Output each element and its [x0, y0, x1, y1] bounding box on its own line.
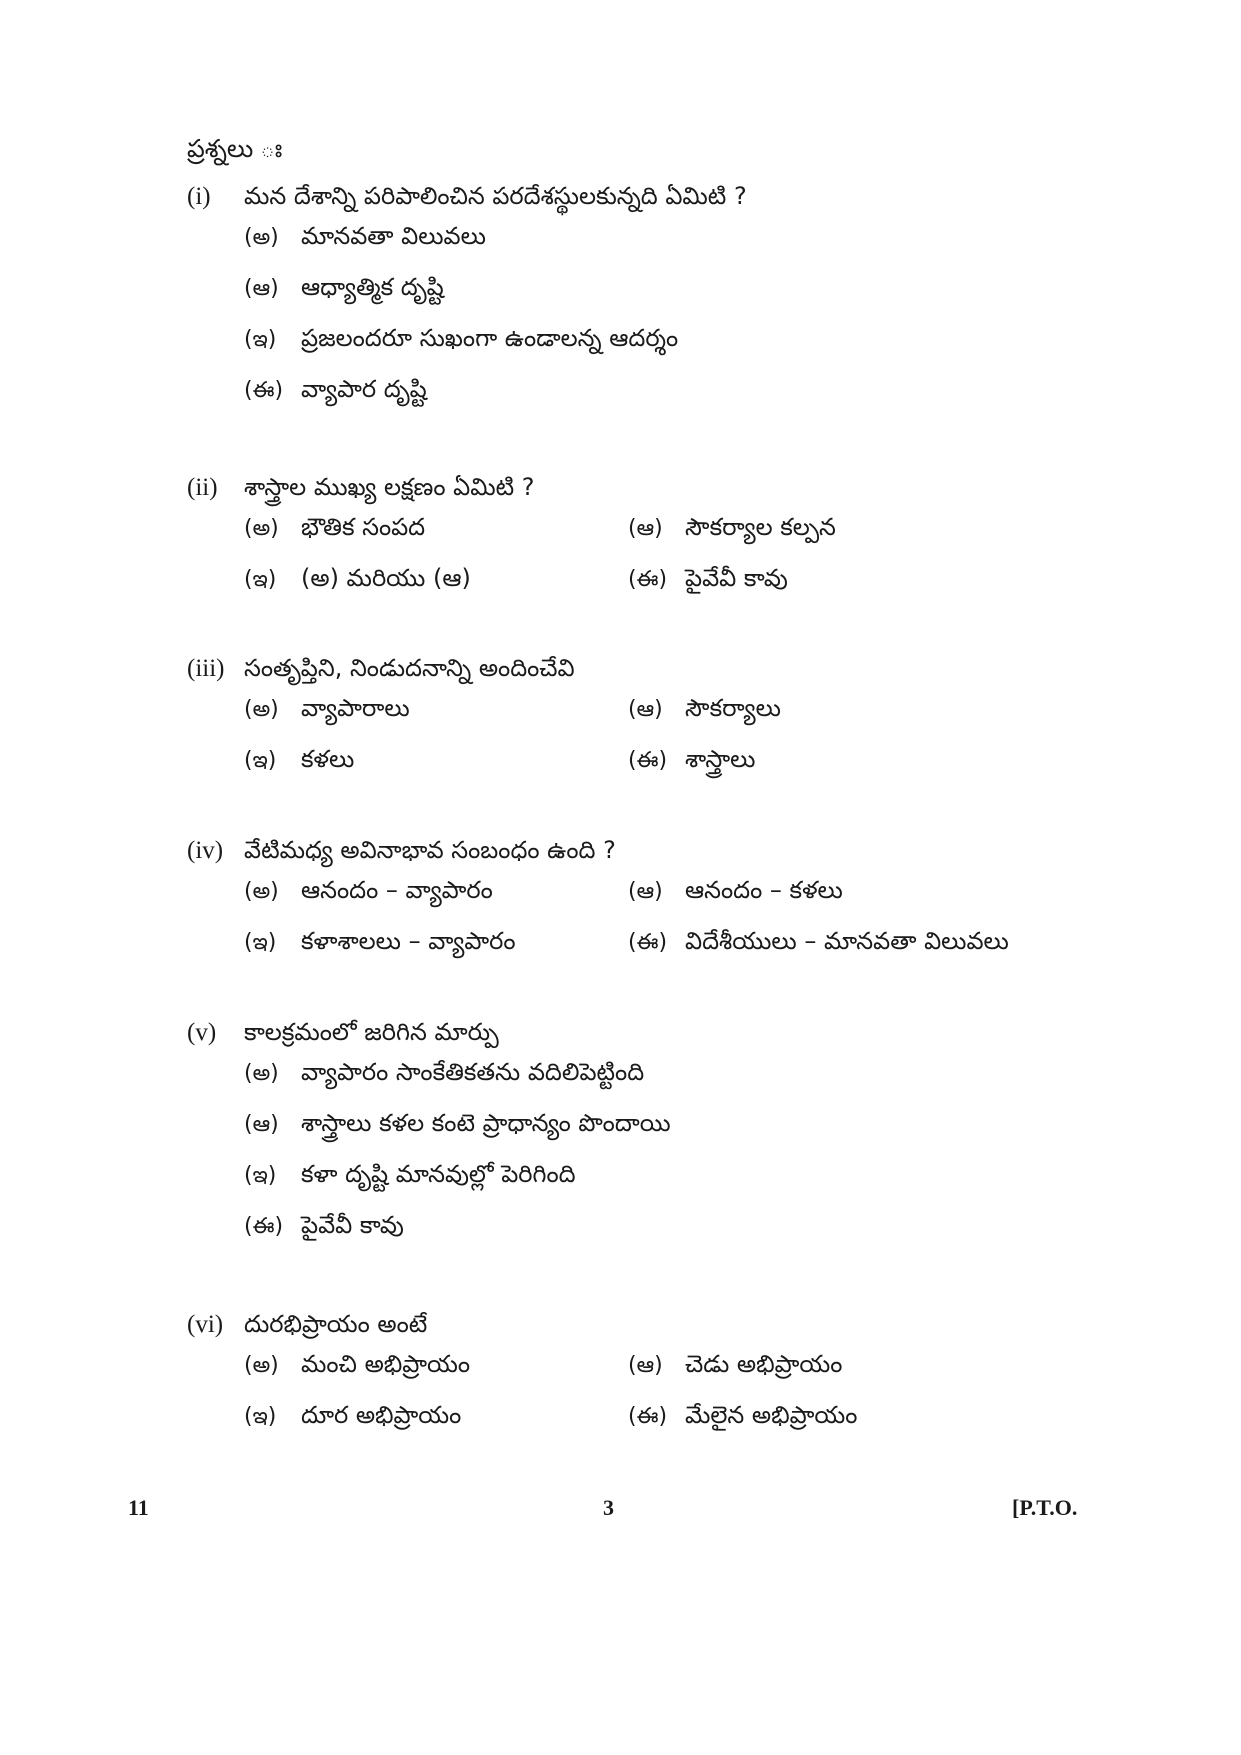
please-turn-over: [P.T.O.	[1012, 1495, 1078, 1520]
question-number: (vi)	[187, 1311, 224, 1338]
option-text: (అ) మరియు (ఆ)	[301, 564, 471, 592]
option-text: దూర అభిప్రాయం	[301, 1401, 462, 1429]
option	[628, 1350, 1012, 1384]
question-text: సంతృప్తిని, నిండుదనాన్ని అందించేవి	[244, 654, 575, 682]
option-text: ఆనందం – వ్యాపారం	[301, 876, 493, 904]
question-text: వేటిమధ్య అవినాభావ సంబంధం ఉంది ?	[244, 836, 616, 864]
option-text: వ్యాపారం సాంకేతికతను వదిలిపెట్టింది	[301, 1058, 645, 1086]
option-label: (అ)	[244, 1353, 279, 1378]
option-label: (ఇ)	[244, 748, 277, 773]
question-text: శాస్త్రాల ముఖ్య లక్షణం ఏమిటి ?	[244, 473, 535, 501]
option-text: ఆధ్యాత్మిక దృష్టి	[301, 273, 444, 301]
option-label: (ఈ)	[628, 1404, 668, 1429]
option	[628, 694, 1012, 728]
question-number: (v)	[187, 1019, 217, 1046]
option-label: (ఈ)	[244, 378, 284, 403]
option-text: శాస్త్రాలు	[685, 745, 756, 773]
option	[244, 324, 678, 358]
option	[244, 1109, 671, 1143]
question-number: (iii)	[187, 655, 225, 682]
option-label: (ఆ)	[628, 879, 663, 904]
option-label: (ఈ)	[628, 930, 668, 955]
option	[628, 876, 1012, 910]
option-text: సౌకర్యాల కల్పన	[685, 513, 836, 541]
option	[244, 222, 486, 256]
option-label: (ఇ)	[244, 327, 277, 352]
option-label: (ఆ)	[244, 1112, 279, 1137]
option-text: కళలు	[301, 745, 355, 773]
option	[244, 513, 628, 547]
option	[628, 745, 1012, 779]
option	[244, 745, 628, 779]
option	[244, 375, 427, 409]
question-text: మన దేశాన్ని పరిపాలించిన పరదేశస్థులకున్నది ఏమిటి ?	[244, 182, 747, 210]
option	[244, 927, 628, 961]
option-label: (ఇ)	[244, 1163, 277, 1188]
option-label: (అ)	[244, 516, 279, 541]
option	[628, 564, 1012, 598]
option-text: చెడు అభిప్రాయం	[685, 1350, 843, 1378]
option-text: మానవతా విలువలు	[301, 222, 486, 250]
question-5	[187, 1018, 1087, 1262]
option	[244, 1401, 628, 1435]
option	[244, 564, 628, 598]
questions-heading: ప్రశ్నలు ః	[187, 134, 283, 163]
option-text: కళా దృష్టి మానవుల్లో పెరిగింది	[301, 1160, 576, 1188]
option-label: (ఇ)	[244, 930, 277, 955]
option-text: మేలైన అభిప్రాయం	[685, 1401, 858, 1429]
option-label: (ఆ)	[628, 516, 663, 541]
question-number: (ii)	[187, 474, 218, 501]
option-label: (అ)	[244, 1061, 279, 1086]
option	[244, 273, 444, 307]
option	[244, 876, 628, 910]
option	[628, 513, 1012, 547]
option-label: (ఇ)	[244, 1404, 277, 1429]
option-label: (అ)	[244, 225, 279, 250]
option-text: భౌతిక సంపద	[301, 513, 426, 541]
option	[244, 694, 628, 728]
option-text: విదేశీయులు – మానవతా విలువలు	[685, 927, 1009, 955]
option	[244, 1211, 404, 1245]
question-3	[187, 654, 1087, 796]
option-text: సౌకర్యాలు	[685, 694, 781, 722]
option-label: (అ)	[244, 697, 279, 722]
question-1	[187, 182, 1087, 426]
option-label: (ఈ)	[628, 748, 668, 773]
option-label: (ఇ)	[244, 567, 277, 592]
option	[628, 1401, 1012, 1435]
option	[244, 1160, 576, 1194]
option-text: మంచి అభిప్రాయం	[301, 1350, 471, 1378]
option-text: పైవేవీ కావు	[685, 564, 788, 592]
option	[244, 1350, 628, 1384]
footer-code: 11	[128, 1495, 149, 1520]
question-number: (iv)	[187, 837, 224, 864]
option-text: ప్రజలందరూ సుఖంగా ఉండాలన్న ఆదర్శం	[301, 324, 679, 352]
option-label: (ఆ)	[628, 697, 663, 722]
option-text: వ్యాపారాలు	[301, 694, 410, 722]
option	[628, 927, 1012, 961]
question-2	[187, 473, 1087, 615]
option	[244, 1058, 644, 1092]
question-number: (i)	[187, 183, 211, 210]
option-text: శాస్త్రాలు కళల కంటె ప్రాధాన్యం పొందాయి	[301, 1109, 671, 1137]
option-label: (ఈ)	[628, 567, 668, 592]
question-4	[187, 836, 1087, 978]
option-text: వ్యాపార దృష్టి	[301, 375, 427, 403]
option-text: ఆనందం – కళలు	[685, 876, 843, 904]
question-6	[187, 1310, 1087, 1452]
option-text: పైవేవీ కావు	[301, 1211, 404, 1239]
option-label: (ఈ)	[244, 1214, 284, 1239]
option-label: (ఆ)	[244, 276, 279, 301]
page-number: 3	[603, 1495, 614, 1520]
question-text: దురభిప్రాయం అంటే	[244, 1310, 428, 1338]
option-text: కళాశాలలు – వ్యాపారం	[301, 927, 516, 955]
option-label: (అ)	[244, 879, 279, 904]
question-text: కాలక్రమంలో జరిగిన మార్పు	[244, 1018, 499, 1046]
option-label: (ఆ)	[628, 1353, 663, 1378]
